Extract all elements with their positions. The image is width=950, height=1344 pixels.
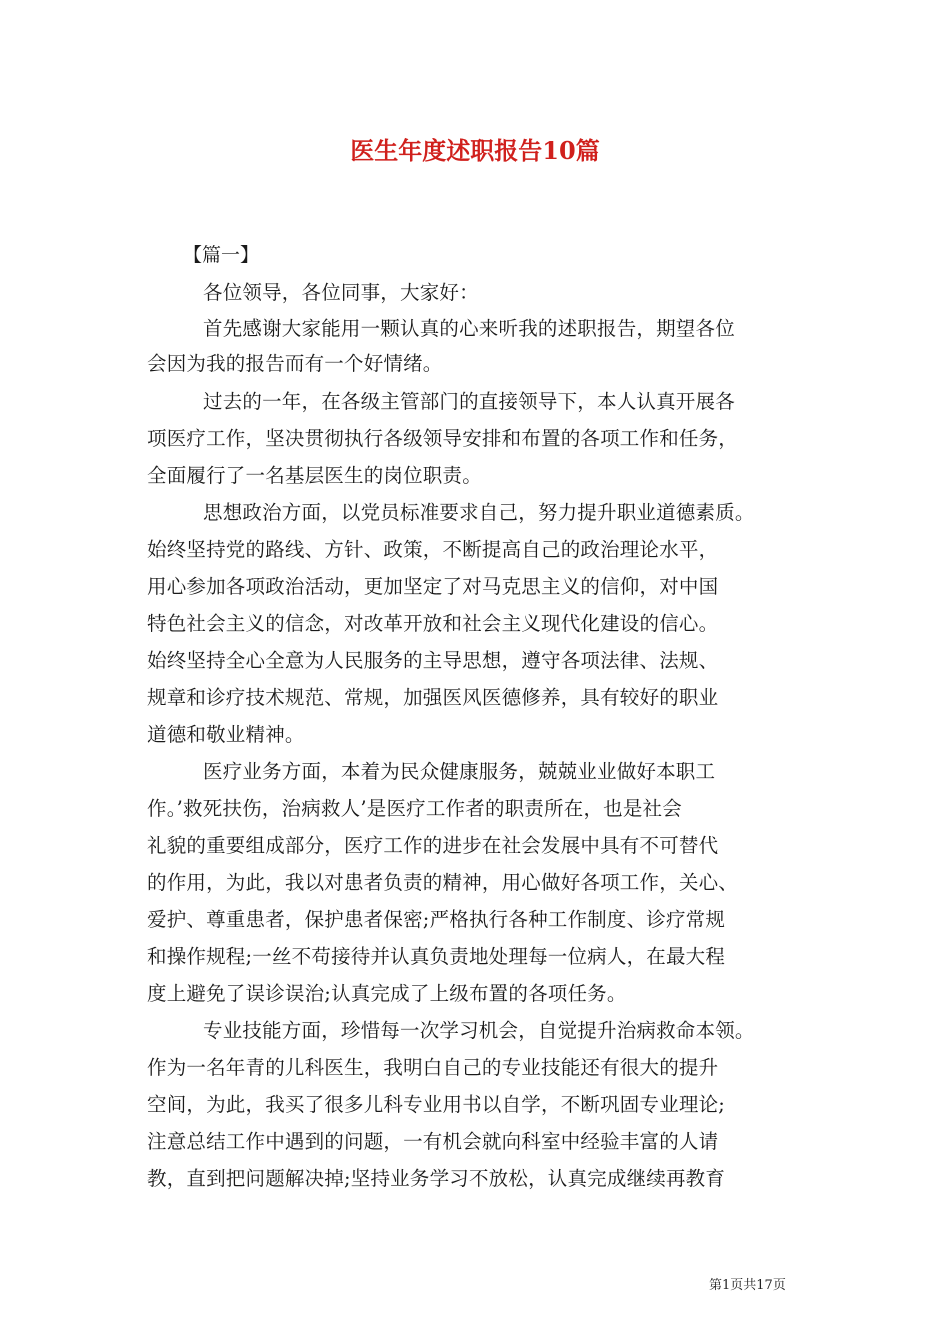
- body-line: 作。’救死扶伤，治病救人’是医疗工作者的职责所在，也是社会: [147, 797, 682, 820]
- body-line: 教，直到把问题解决掉;坚持业务学习不放松，认真完成继续再教育: [147, 1167, 726, 1190]
- body-line: 爱护、尊重患者，保护患者保密;严格执行各种工作制度、诊疗常规: [147, 908, 726, 931]
- body-line: 的作用，为此，我以对患者负责的精神，用心做好各项工作，关心、: [147, 871, 739, 894]
- body-line: 全面履行了一名基层医生的岗位职责。: [147, 464, 482, 487]
- body-line: 医疗业务方面，本着为民众健康服务，兢兢业业做好本职工: [203, 760, 716, 783]
- body-line: 始终坚持全心全意为人民服务的主导思想，遵守各项法律、法规、: [147, 649, 719, 672]
- body-line: 专业技能方面，珍惜每一次学习机会，自觉提升治病救命本领。: [203, 1019, 755, 1042]
- body-line: 过去的一年，在各级主管部门的直接领导下，本人认真开展各: [203, 390, 735, 413]
- body-line: 作为一名年青的儿科医生，我明白自己的专业技能还有很大的提升: [147, 1056, 719, 1079]
- body-line: 特色社会主义的信念，对改革开放和社会主义现代化建设的信心。: [147, 612, 719, 635]
- body-line: 用心参加各项政治活动，更加坚定了对马克思主义的信仰，对中国: [147, 575, 719, 598]
- body-line: 礼貌的重要组成部分，医疗工作的进步在社会发展中具有不可替代: [147, 834, 719, 857]
- body-line: 度上避免了误诊误治;认真完成了上级布置的各项任务。: [147, 982, 627, 1005]
- body-line: 项医疗工作，坚决贯彻执行各级领导安排和布置的各项工作和任务，: [147, 427, 739, 450]
- body-line: 始终坚持党的路线、方针、政策，不断提高自己的政治理论水平，: [147, 538, 719, 561]
- body-line: 空间，为此，我买了很多儿科专业用书以自学，不断巩固专业理论;: [147, 1093, 726, 1116]
- body-line: 规章和诊疗技术规范、常规，加强医风医德修养，具有较好的职业: [147, 686, 719, 709]
- body-line: 道德和敬业精神。: [147, 723, 305, 746]
- document-title: 医生年度述职报告10篇: [350, 136, 600, 165]
- body-line: 思想政治方面，以党员标准要求自己，努力提升职业道德素质。: [203, 501, 755, 524]
- body-line: 和操作规程;一丝不苟接待并认真负责地处理每一位病人，在最大程: [147, 945, 726, 968]
- body-line: 会因为我的报告而有一个好情绪。: [147, 352, 443, 375]
- section-heading: 【篇一】: [183, 244, 260, 266]
- body-line: 首先感谢大家能用一颗认真的心来听我的述职报告，期望各位: [203, 317, 735, 340]
- body-line: 各位领导，各位同事，大家好：: [203, 281, 479, 304]
- body-line: 注意总结工作中遇到的问题，一有机会就向科室中经验丰富的人请: [147, 1130, 719, 1153]
- page-number: 第1页共17页: [709, 1278, 786, 1293]
